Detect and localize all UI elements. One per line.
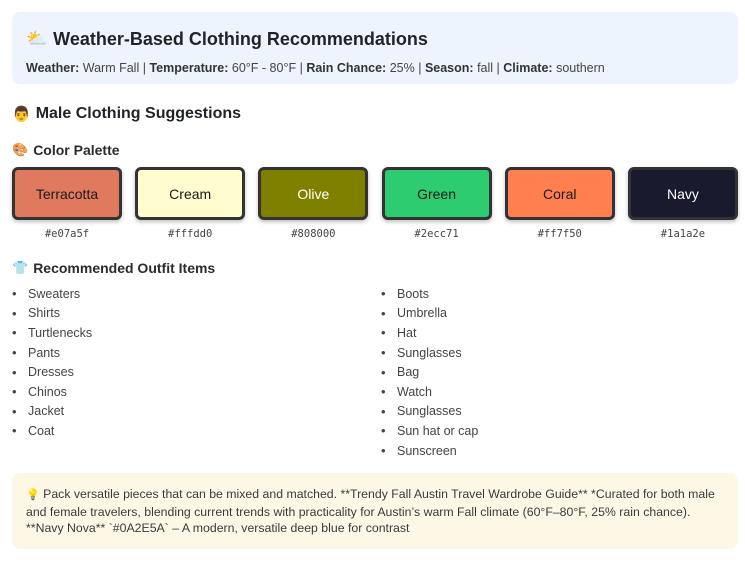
separator: | — [418, 61, 422, 75]
color-hex: #1a1a2e — [660, 228, 706, 240]
list-item: • Sunscreen — [381, 441, 478, 461]
list-item: • Coat — [12, 421, 92, 441]
season-value: fall — [477, 61, 494, 75]
list-item: • Boots — [381, 284, 478, 304]
list-item: • Watch — [381, 382, 478, 402]
list-item: • Sun hat or cap — [381, 421, 478, 441]
color-palette-heading-text: Color Palette — [33, 142, 120, 158]
color-swatch — [505, 167, 615, 220]
color-swatch-item — [12, 167, 122, 240]
t-shirt-icon: 👕 — [12, 260, 29, 276]
outfit-items-heading-text: Recommended Outfit Items — [33, 260, 216, 276]
list-item: • Shirts — [12, 304, 92, 324]
man-office-worker-icon: 👨 — [12, 105, 31, 123]
color-hex: #e07a5f — [44, 228, 90, 240]
color-hex: #808000 — [291, 228, 336, 240]
color-name: Cream — [169, 185, 212, 202]
color-swatch — [135, 167, 245, 220]
weather-details — [26, 61, 724, 75]
color-hex: #ff7f50 — [537, 228, 582, 240]
list-item: • Sweaters — [12, 284, 92, 304]
page-title — [26, 26, 724, 52]
color-swatch — [12, 167, 122, 220]
color-swatch — [258, 167, 368, 220]
rain-chance-value: 25% — [389, 61, 415, 75]
list-item: • Sunglasses — [381, 343, 478, 363]
color-name: Terracotta — [35, 185, 99, 202]
list-item: • Umbrella — [381, 304, 478, 324]
weather-value: Warm Fall — [82, 61, 140, 75]
color-hex: #2ecc71 — [414, 228, 459, 240]
list-item: • Jacket — [12, 402, 92, 422]
climate-value: southern — [556, 61, 605, 75]
color-swatch — [628, 167, 738, 220]
season-label: Season: — [424, 61, 474, 75]
color-name: Green — [417, 185, 457, 202]
sun-behind-cloud-icon: ⛅ — [26, 29, 48, 49]
outfit-list-right — [381, 284, 478, 460]
tip-text: Pack versatile pieces that can be mixed and matched. **Trendy Fall Austin Travel Wardrobe Guide** *Curated for both male and female travelers, blending current trends with practicality for Austin’s warm Fall climate (60°F–80°F, 25% rain chance). **Navy Nova** `#0A2E5A` – A modern, versatile deep blue for contrast — [26, 487, 715, 535]
color-swatch-item — [505, 167, 615, 240]
color-swatch-item — [258, 167, 368, 240]
color-name: Coral — [543, 185, 577, 202]
temperature-value: 60°F - 80°F — [231, 61, 297, 75]
list-item: • Dresses — [12, 362, 92, 382]
separator: | — [299, 61, 303, 75]
light-bulb-icon: 💡 — [26, 488, 40, 501]
separator: | — [496, 61, 500, 75]
outfit-items-heading — [12, 260, 215, 276]
color-name: Navy — [666, 185, 699, 202]
list-item: • Sunglasses — [381, 402, 478, 422]
tip-card — [12, 473, 738, 549]
climate-label: Climate: — [503, 61, 553, 75]
rain-chance-label: Rain Chance: — [306, 61, 387, 75]
color-swatch-item — [628, 167, 738, 240]
list-item: • Bag — [381, 362, 478, 382]
color-hex: #fffdd0 — [168, 228, 213, 240]
weather-summary-card — [12, 12, 738, 84]
color-palette — [12, 167, 738, 240]
list-item: • Hat — [381, 323, 478, 343]
list-item: • Turtlenecks — [12, 323, 92, 343]
section-heading-text: Male Clothing Suggestions — [35, 105, 242, 122]
color-swatch — [382, 167, 492, 220]
list-item: • Chinos — [12, 382, 92, 402]
page-title-text: Weather-Based Clothing Recommendations — [53, 28, 428, 49]
color-name: Olive — [297, 185, 330, 202]
temperature-label: Temperature: — [149, 61, 229, 75]
color-palette-heading — [12, 142, 120, 158]
color-swatch-item — [135, 167, 245, 240]
outfit-list-left — [12, 284, 92, 441]
weather-label: Weather: — [26, 61, 80, 75]
separator: | — [142, 61, 146, 75]
section-heading — [12, 105, 241, 123]
artist-palette-icon: 🎨 — [12, 142, 29, 158]
list-item: • Pants — [12, 343, 92, 363]
color-swatch-item — [382, 167, 492, 240]
